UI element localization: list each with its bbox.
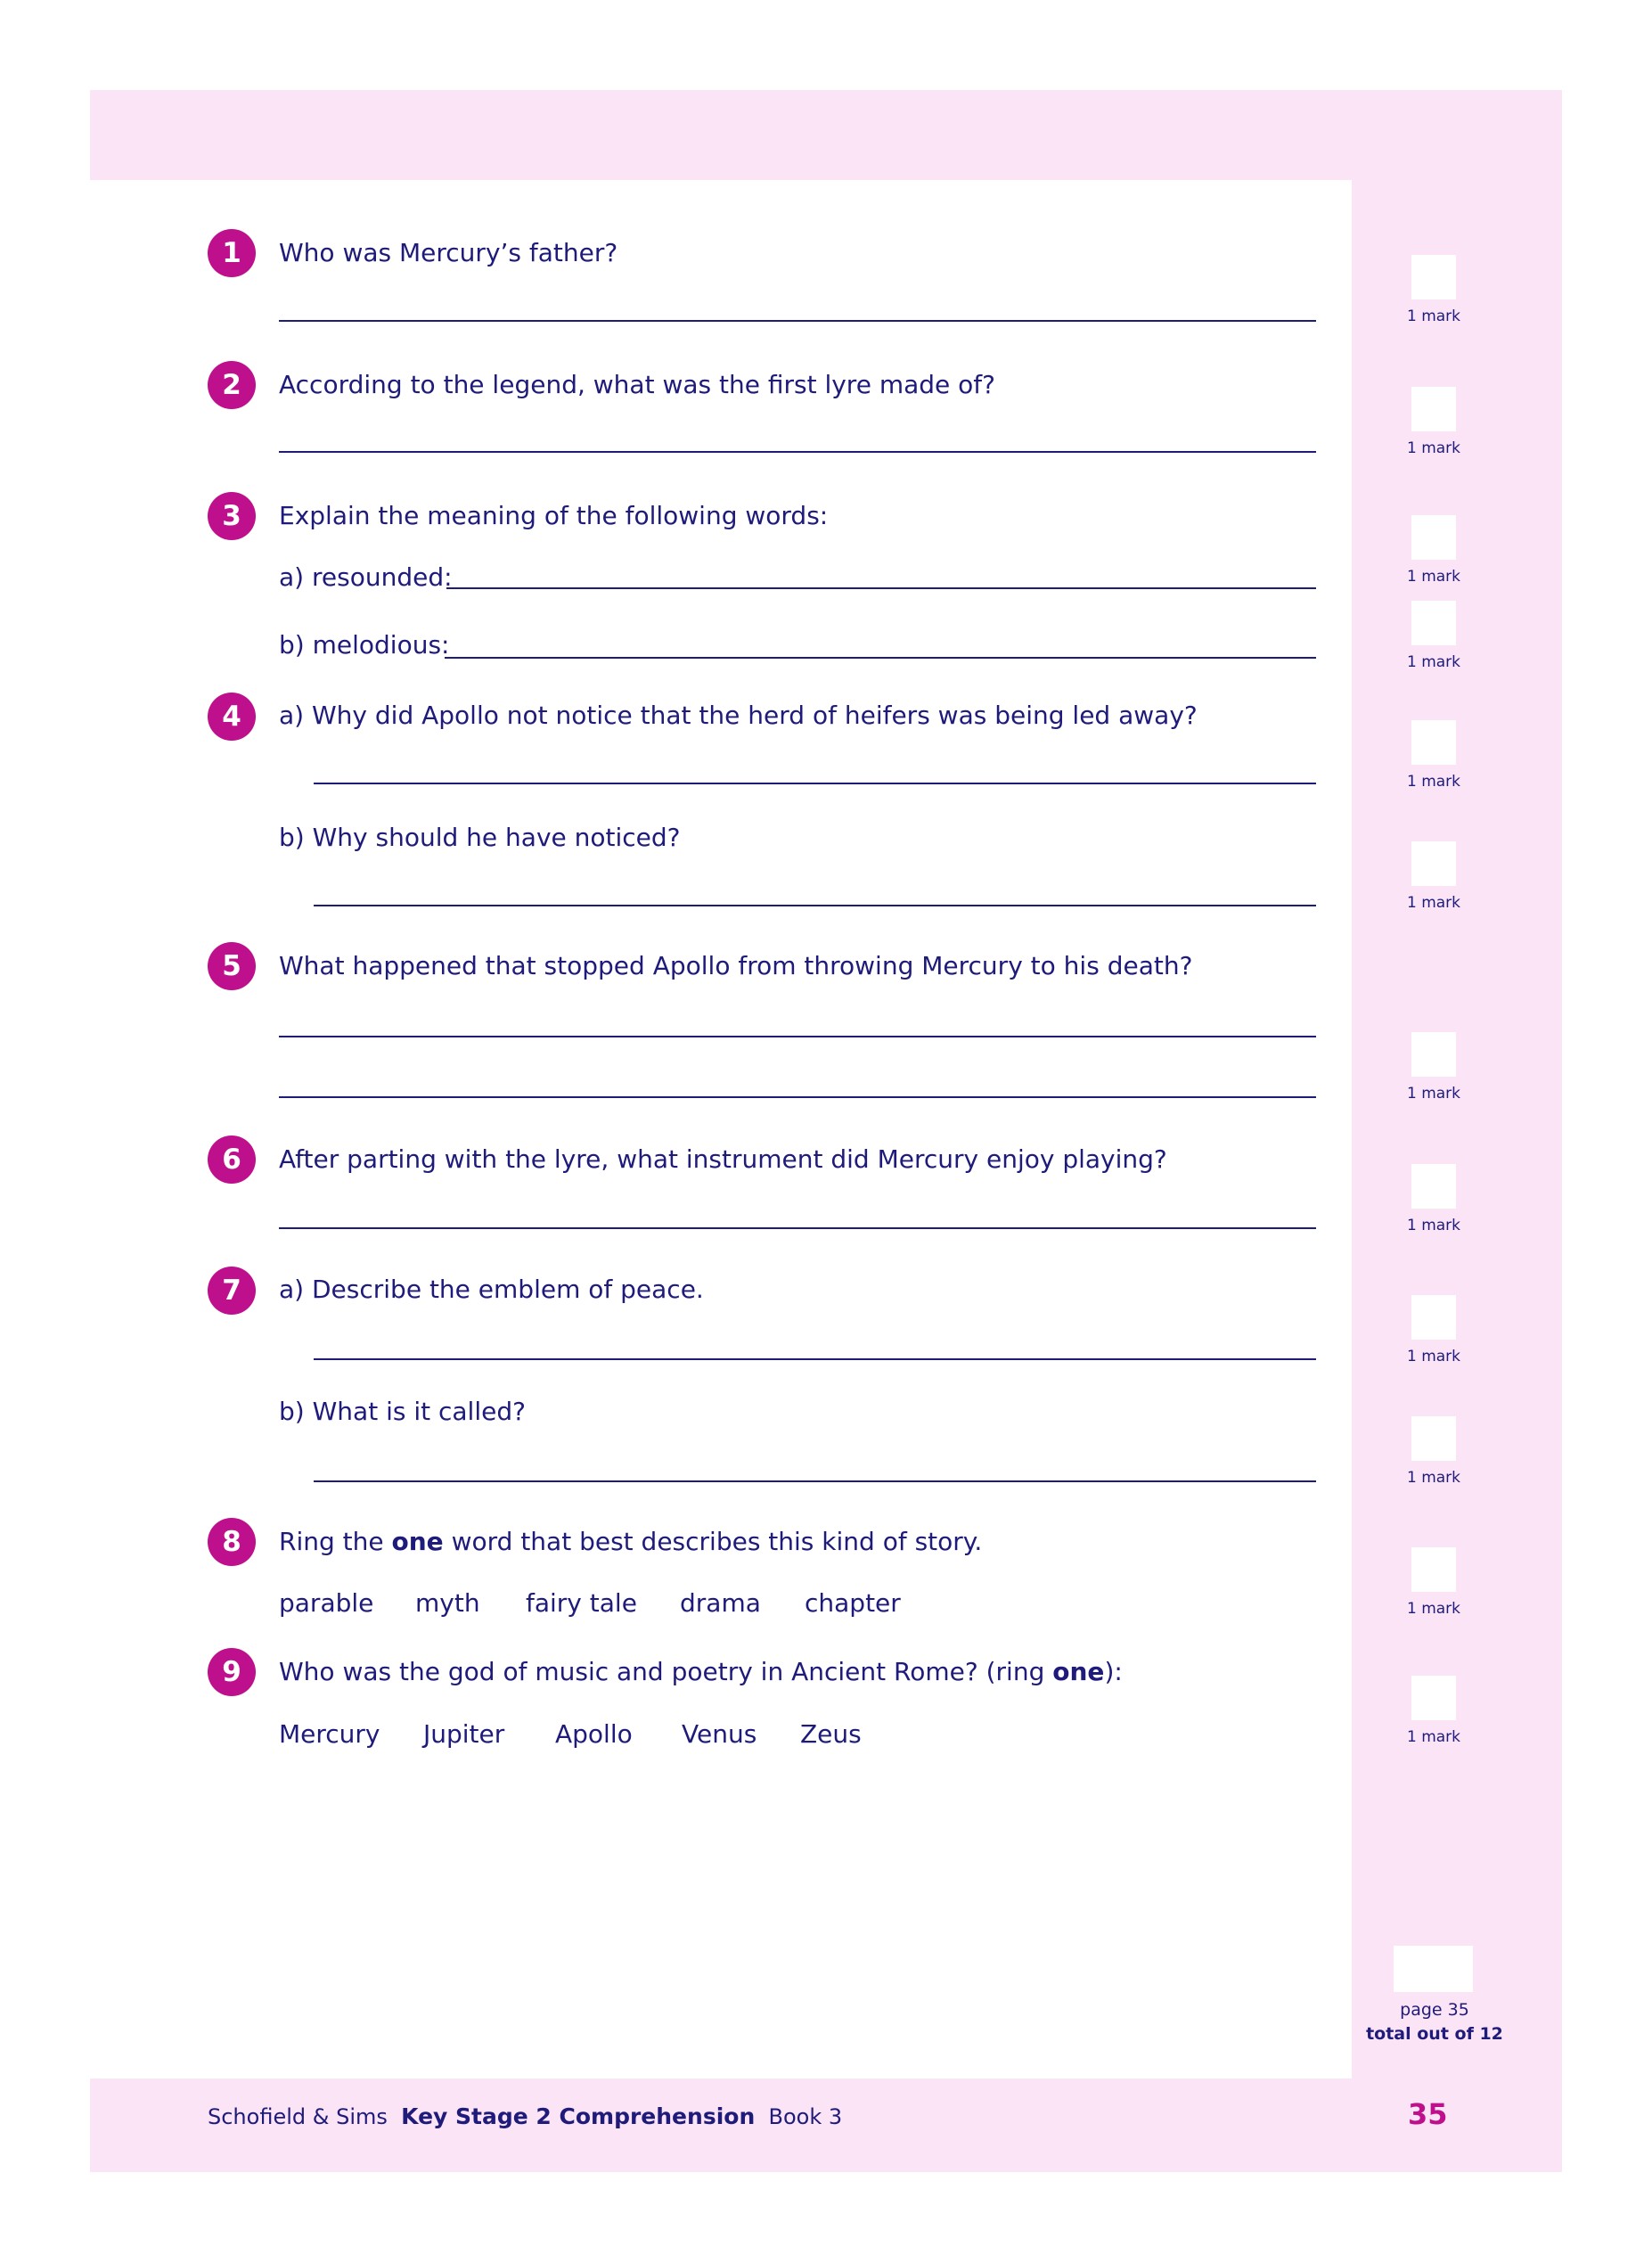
question-5-text: What happened that stopped Apollo from throwing Mercury to his death? xyxy=(279,951,1193,980)
content-area xyxy=(90,180,1352,2079)
mark-box-4b[interactable] xyxy=(1411,841,1456,886)
answer-line-1[interactable] xyxy=(279,320,1316,322)
question-1-text: Who was Mercury’s father? xyxy=(279,238,618,267)
answer-line-7b[interactable] xyxy=(314,1480,1316,1482)
mark-box-6[interactable] xyxy=(1411,1164,1456,1209)
choice-zeus[interactable]: Zeus xyxy=(800,1719,862,1749)
question-number-4: 4 xyxy=(208,693,256,741)
question-number-9: 9 xyxy=(208,1648,256,1696)
question-7a-text: a) Describe the emblem of peace. xyxy=(279,1275,704,1304)
page-total-box[interactable] xyxy=(1394,1946,1473,1992)
question-2-text: According to the legend, what was the first lyre made of? xyxy=(279,370,996,399)
mark-label-9: 1 mark xyxy=(1406,1728,1461,1746)
choice-apollo[interactable]: Apollo xyxy=(555,1719,633,1749)
choice-mercury[interactable]: Mercury xyxy=(279,1719,380,1749)
question-number-5: 5 xyxy=(208,942,256,990)
answer-line-4b[interactable] xyxy=(314,905,1316,906)
mark-box-3b[interactable] xyxy=(1411,601,1456,645)
question-7b-text: b) What is it called? xyxy=(279,1397,526,1426)
question-3-text: Explain the meaning of the following words: xyxy=(279,501,829,530)
footer-credit xyxy=(208,2103,842,2131)
mark-label-2: 1 mark xyxy=(1406,439,1461,457)
choice-drama[interactable]: drama xyxy=(680,1588,761,1618)
mark-box-8[interactable] xyxy=(1411,1547,1456,1592)
question-4a-text: a) Why did Apollo not notice that the herd of heifers was being led away? xyxy=(279,701,1198,730)
mark-label-3b: 1 mark xyxy=(1406,653,1461,671)
choice-myth[interactable]: myth xyxy=(415,1588,480,1618)
answer-line-6[interactable] xyxy=(279,1227,1316,1229)
choice-parable[interactable]: parable xyxy=(279,1588,374,1618)
page-number: 35 xyxy=(1408,2097,1448,2131)
mark-box-2[interactable] xyxy=(1411,387,1456,431)
question-4b-text: b) Why should he have noticed? xyxy=(279,823,681,852)
question-3b-text: b) melodious: xyxy=(279,630,450,660)
mark-box-7b[interactable] xyxy=(1411,1416,1456,1461)
choice-venus[interactable]: Venus xyxy=(682,1719,757,1749)
mark-box-4a[interactable] xyxy=(1411,720,1456,765)
answer-line-7a[interactable] xyxy=(314,1358,1316,1360)
question-number-1: 1 xyxy=(208,229,256,277)
answer-line-2[interactable] xyxy=(279,451,1316,453)
question-number-6: 6 xyxy=(208,1136,256,1184)
total-label: total out of 12 xyxy=(1366,2024,1503,2044)
answer-line-3a[interactable] xyxy=(446,587,1316,589)
footer-book: Book 3 xyxy=(768,2104,843,2129)
answer-line-5a[interactable] xyxy=(279,1036,1316,1037)
question-9-text: Who was the god of music and poetry in Ancient Rome? (ring one): xyxy=(279,1657,1123,1686)
mark-label-7a: 1 mark xyxy=(1406,1348,1461,1365)
question-number-3: 3 xyxy=(208,492,256,540)
answer-line-4a[interactable] xyxy=(314,783,1316,784)
answer-line-5b[interactable] xyxy=(279,1096,1316,1098)
mark-label-7b: 1 mark xyxy=(1406,1469,1461,1487)
question-number-2: 2 xyxy=(208,361,256,409)
mark-box-7a[interactable] xyxy=(1411,1295,1456,1340)
mark-box-1[interactable] xyxy=(1411,255,1456,299)
mark-box-9[interactable] xyxy=(1411,1676,1456,1720)
choice-fairy-tale[interactable]: fairy tale xyxy=(526,1588,637,1618)
footer-series: Key Stage 2 Comprehension xyxy=(401,2103,756,2129)
mark-label-5: 1 mark xyxy=(1406,1085,1461,1103)
question-number-8: 8 xyxy=(208,1518,256,1566)
mark-label-8: 1 mark xyxy=(1406,1600,1461,1618)
question-3a-text: a) resounded: xyxy=(279,562,453,592)
question-6-text: After parting with the lyre, what instrument did Mercury enjoy playing? xyxy=(279,1144,1167,1174)
mark-box-3a[interactable] xyxy=(1411,515,1456,560)
choice-jupiter[interactable]: Jupiter xyxy=(423,1719,505,1749)
footer-publisher: Schofield & Sims xyxy=(208,2104,388,2129)
mark-label-6: 1 mark xyxy=(1406,1217,1461,1234)
choice-chapter[interactable]: chapter xyxy=(805,1588,901,1618)
mark-label-1: 1 mark xyxy=(1406,307,1461,325)
mark-box-5[interactable] xyxy=(1411,1032,1456,1077)
page-label: page 35 xyxy=(1400,2000,1469,2020)
answer-line-3b[interactable] xyxy=(445,657,1316,659)
mark-label-3a: 1 mark xyxy=(1406,568,1461,586)
question-8-text: Ring the one word that best describes this kind of story. xyxy=(279,1527,983,1556)
mark-label-4b: 1 mark xyxy=(1406,894,1461,912)
question-number-7: 7 xyxy=(208,1267,256,1315)
mark-label-4a: 1 mark xyxy=(1406,773,1461,791)
